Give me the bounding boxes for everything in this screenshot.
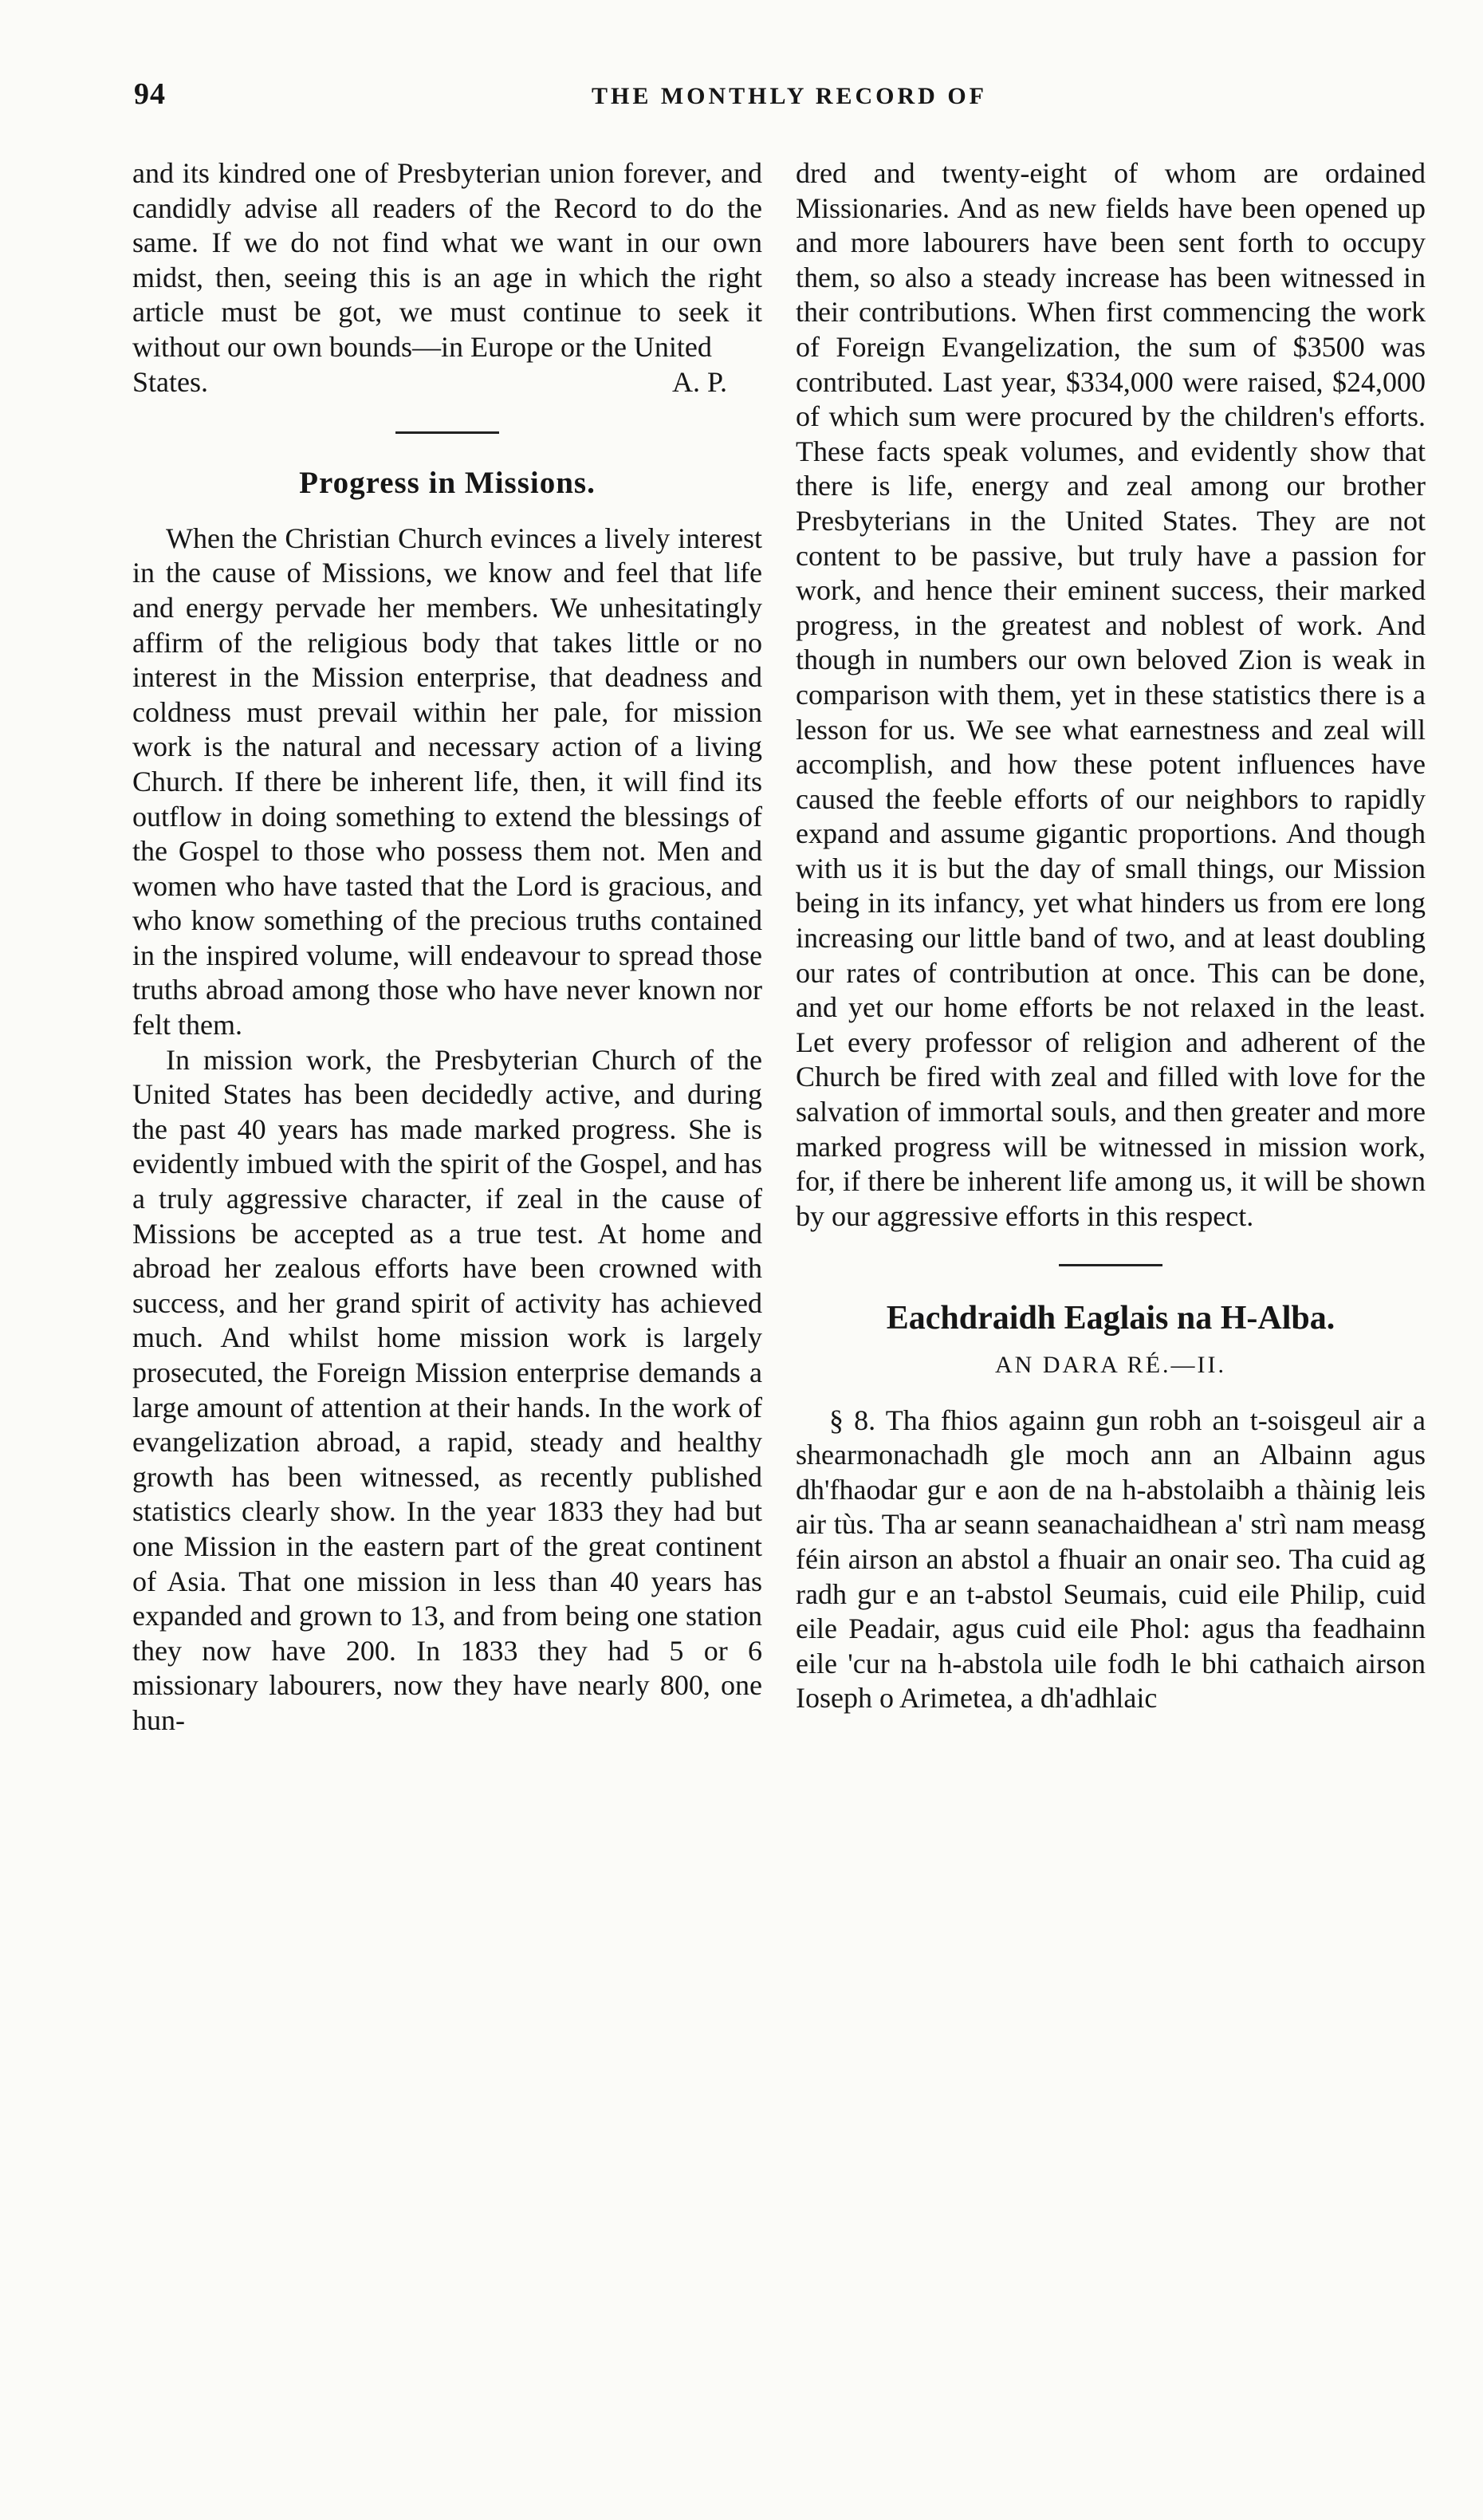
article-paragraph-continued: dred and twenty-eight of whom are ordained Missionaries. And as new fields have been opened up and more labourers have been sent forth to occupy them, so also a steady increase has been witnessed in their contributions. When first commencing the work of Foreign Evangelization, the sum of $3500 was contributed. Last year, $334,000 were raised, $24,000 of which sum were procured by the children's efforts. These facts speak volumes, and evidently show that there is life, energy and zeal among our brother Presbyterians in the United States. They are not content to be passive, but truly have a passion for work, and hence their eminent success, their marked progress, in the greatest and noblest of work. And though in numbers our own beloved Zion is weak in comparison with them, yet in these statistics there is a lesson for us. We see what earnestness and zeal will accomplish, and how these potent influences have caused the feeble efforts of our neighbors to rapidly expand and assume gigantic proportions. And though with us it is but the day of small things, our Mission being in its infancy, yet what hinders us from ere long increasing our little band of two, and at least doubling our rates of contribution at once. This can be done, and yet our home efforts be not relaxed in the least. Let every professor of religion and adherent of the Church be fired with zeal and filled with love for the salvation of immortal souls, and then greater and more marked progress will be witnessed in mission work, for, if there be inherent life among us, it will be shown by our aggressive efforts in this respect. bbox=[796, 157, 1426, 1232]
intro-closing-line bbox=[132, 365, 762, 400]
intro-paragraph: and its kindred one of Presbyterian union forever, and candidly advise all readers of the Record to do the same. If we do not find what we want in our own midst, then, seeing this is an age in which the right article must be got, we must continue to seek it without our own bounds—in Europe or the United bbox=[132, 157, 762, 363]
author-signature: A. P. bbox=[671, 365, 727, 398]
section-divider-rule bbox=[1059, 1264, 1162, 1266]
running-title: THE MONTHLY RECORD OF bbox=[592, 83, 987, 109]
gaelic-article-title: Eachdraidh Eaglais na H-Alba. bbox=[886, 1300, 1335, 1337]
gaelic-article-subtitle: AN DARA RÉ.—II. bbox=[995, 1352, 1226, 1378]
article-paragraph: When the Christian Church evinces a lively interest in the cause of Missions, we know and feel that life and energy pervade her members. We unhesitatingly affirm of the religious body that takes little or no interest in the Mission enterprise, that deadness and coldness must prevail within her pale, for mission work is the natural and necessary action of a living Church. If there be inherent life, then, it will find its outflow in doing something to extend the blessings of the Gospel to those who possess them not. Men and women who have tasted that the Lord is gracious, and who know something of the precious truths contained in the inspired volume, will endeavour to spread those truths abroad among those who have never known nor felt them. bbox=[132, 522, 762, 1041]
article-paragraph: In mission work, the Presbyterian Church of the United States has been decidedly active, and during the past 40 years has made marked progress. She is evidently imbued with the spirit of the Gospel, and has a truly aggressive character, if zeal in the cause of Missions be accepted as a true test. At home and abroad her zealous efforts have been crowned with success, and her grand spirit of activity has achieved much. And whilst home mission work is largely prosecuted, the Foreign Mission enterprise demands a large amount of attention at their hands. In the work of evangelization abroad, a rapid, steady and healthy growth has been witnessed, as recently published statistics clearly show. In the year 1833 they had but one Mission in the eastern part of the great continent of Asia. That one mission in less than 40 years has expanded and grown to 13, and from being one station they now have 200. In 1833 they had 5 or 6 missionary labourers, now they have nearly 800, one hun- bbox=[132, 1043, 762, 1736]
section-divider-rule bbox=[395, 431, 499, 434]
left-column bbox=[132, 156, 762, 1738]
intro-last-line: States. bbox=[132, 365, 208, 398]
article-title: Progress in Missions. bbox=[299, 466, 596, 501]
right-column bbox=[796, 156, 1426, 1716]
page-number: 94 bbox=[134, 77, 166, 111]
gaelic-article-paragraph: § 8. Tha fhios againn gun robh an t-soisgeul air a shearmonachadh gle moch ann an Albainn agus dh'fhaodar gur e aon de na h-abstolaibh a thàinig leis air tùs. Tha ar seann seanachaidhean a' strì nam measg féin airson an abstol a fhuair an onair seo. Tha cuid ag radh gur e an t-abstol Seumais, cuid eile Philip, cuid eile Peadair, agus cuid eile Phol: agus tha feadhainn eile 'cur na h-abstola uile fodh le bhi cathaich airson Ioseph o Arimetea, a dh'adhlaic bbox=[796, 1404, 1426, 1715]
